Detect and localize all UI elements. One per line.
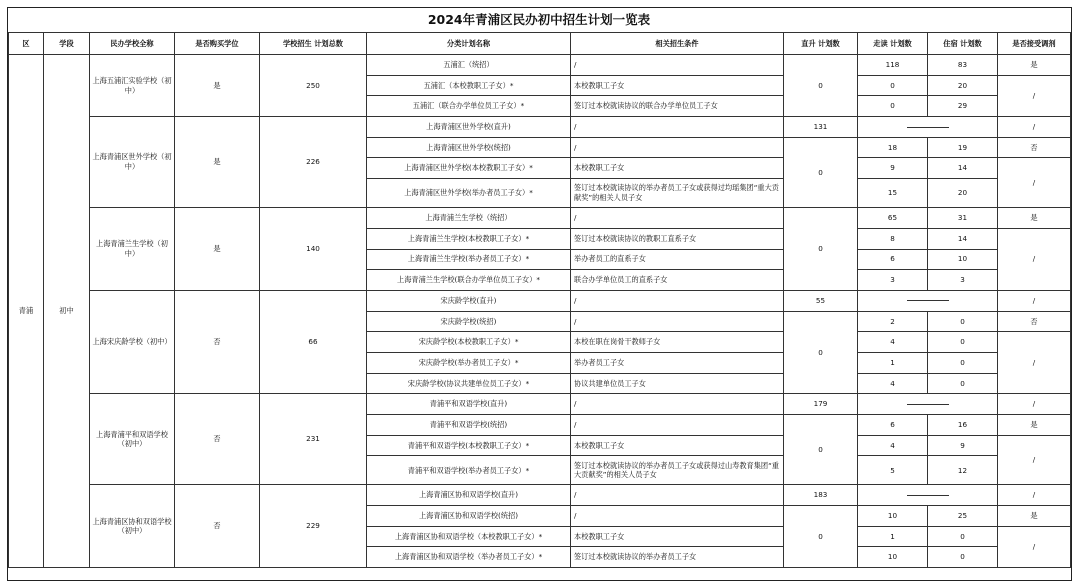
- condition-cell: 签订过本校就读协议的举办者员工子女或获得过均瑶集团“重大贡献奖”的相关人员子女: [571, 179, 784, 208]
- bought-cell: 是: [175, 117, 260, 208]
- header-cell: 是否接受调剂: [998, 33, 1071, 55]
- school-name-cell: 上海青浦区世外学校（初中）: [90, 117, 175, 208]
- header-cell: 民办学校全称: [90, 33, 175, 55]
- adjust-cell: /: [998, 526, 1071, 567]
- day-cell: 4: [858, 373, 928, 394]
- total-cell: 231: [260, 394, 367, 485]
- day-cell: 5: [858, 456, 928, 485]
- school-name-cell: 上海宋庆龄学校（初中）: [90, 290, 175, 393]
- board-cell: 12: [928, 456, 998, 485]
- condition-cell: /: [571, 485, 784, 506]
- direct-cell: 0: [784, 55, 858, 117]
- total-cell: 140: [260, 208, 367, 291]
- header-cell: 是否购买学位: [175, 33, 260, 55]
- day-cell: 2: [858, 311, 928, 332]
- plan-cell: 上海青浦区世外学校(直升): [367, 117, 571, 138]
- school-name-cell: 上海青浦区协和双语学校（初中）: [90, 485, 175, 568]
- direct-cell: 0: [784, 506, 858, 568]
- condition-cell: /: [571, 208, 784, 229]
- day-cell: 0: [858, 96, 928, 117]
- board-cell: 14: [928, 158, 998, 179]
- condition-cell: 举办者员工子女: [571, 352, 784, 373]
- board-cell: 20: [928, 75, 998, 96]
- board-cell: 31: [928, 208, 998, 229]
- condition-cell: /: [571, 55, 784, 76]
- dash-line: [907, 404, 949, 405]
- adjust-cell: 是: [998, 506, 1071, 527]
- header-cell: 分类计划名称: [367, 33, 571, 55]
- header-cell: 住宿 计划数: [928, 33, 998, 55]
- total-cell: 226: [260, 117, 367, 208]
- day-cell: 3: [858, 270, 928, 291]
- direct-cell: 0: [784, 208, 858, 291]
- direct-cell: 0: [784, 415, 858, 485]
- table-row: [9, 117, 1071, 138]
- plan-cell: 上海青浦区协和双语学校(直升): [367, 485, 571, 506]
- dash-cell: [858, 290, 998, 311]
- adjust-cell: /: [998, 485, 1071, 506]
- board-cell: 3: [928, 270, 998, 291]
- day-cell: 18: [858, 137, 928, 158]
- document-frame: [7, 7, 1072, 581]
- plan-cell: 上海青浦区协和双语学校(统招): [367, 506, 571, 527]
- day-cell: 10: [858, 506, 928, 527]
- stage-cell: 初中: [44, 55, 90, 568]
- table-row: [9, 55, 1071, 76]
- plan-cell: 宋庆龄学校(协议共建单位员工子女）*: [367, 373, 571, 394]
- adjust-cell: 否: [998, 311, 1071, 332]
- adjust-cell: 是: [998, 55, 1071, 76]
- page-title: 2024年青浦区民办初中招生计划一览表: [8, 8, 1070, 33]
- board-cell: 25: [928, 506, 998, 527]
- board-cell: 20: [928, 179, 998, 208]
- bought-cell: 是: [175, 208, 260, 291]
- dash-line: [907, 495, 949, 496]
- direct-cell: 0: [784, 137, 858, 207]
- header-row: [9, 33, 1071, 55]
- direct-cell: 0: [784, 311, 858, 394]
- header-cell: 区: [9, 33, 44, 55]
- header-cell: 走读 计划数: [858, 33, 928, 55]
- board-cell: 29: [928, 96, 998, 117]
- total-cell: 250: [260, 55, 367, 117]
- adjust-cell: /: [998, 117, 1071, 138]
- day-cell: 1: [858, 352, 928, 373]
- direct-cell: 131: [784, 117, 858, 138]
- day-cell: 6: [858, 249, 928, 270]
- board-cell: 19: [928, 137, 998, 158]
- condition-cell: 签订过本校就读协议的联合办学单位员工子女: [571, 96, 784, 117]
- condition-cell: 签订过本校就读协议的举办者员工子女: [571, 547, 784, 568]
- condition-cell: /: [571, 137, 784, 158]
- day-cell: 4: [858, 332, 928, 353]
- direct-cell: 183: [784, 485, 858, 506]
- plan-cell: 五浦汇（联合办学单位员工子女）*: [367, 96, 571, 117]
- adjust-cell: 是: [998, 415, 1071, 436]
- day-cell: 4: [858, 435, 928, 456]
- condition-cell: 本校教职工子女: [571, 526, 784, 547]
- plan-cell: 上海青浦区世外学校(统招): [367, 137, 571, 158]
- day-cell: 9: [858, 158, 928, 179]
- board-cell: 0: [928, 547, 998, 568]
- plan-cell: 上海青浦区世外学校(本校教职工子女）*: [367, 158, 571, 179]
- condition-cell: 本校教职工子女: [571, 435, 784, 456]
- condition-cell: 协议共建单位员工子女: [571, 373, 784, 394]
- day-cell: 15: [858, 179, 928, 208]
- district-cell: 青浦: [9, 55, 44, 568]
- plan-cell: 上海青浦兰生学校(联合办学单位员工子女）*: [367, 270, 571, 291]
- board-cell: 9: [928, 435, 998, 456]
- dash-cell: [858, 485, 998, 506]
- plan-cell: 宋庆龄学校(举办者员工子女）*: [367, 352, 571, 373]
- day-cell: 1: [858, 526, 928, 547]
- board-cell: 0: [928, 526, 998, 547]
- dash-line: [907, 127, 949, 128]
- condition-cell: /: [571, 415, 784, 436]
- school-name-cell: 上海青浦平和双语学校（初中）: [90, 394, 175, 485]
- plan-cell: 上海青浦区协和双语学校（本校教职工子女）*: [367, 526, 571, 547]
- condition-cell: /: [571, 311, 784, 332]
- adjust-cell: /: [998, 435, 1071, 485]
- board-cell: 0: [928, 352, 998, 373]
- day-cell: 118: [858, 55, 928, 76]
- day-cell: 6: [858, 415, 928, 436]
- board-cell: 0: [928, 332, 998, 353]
- board-cell: 14: [928, 228, 998, 249]
- bought-cell: 否: [175, 485, 260, 568]
- condition-cell: /: [571, 290, 784, 311]
- table-row: [9, 394, 1071, 415]
- direct-cell: 179: [784, 394, 858, 415]
- bought-cell: 是: [175, 55, 260, 117]
- day-cell: 10: [858, 547, 928, 568]
- day-cell: 8: [858, 228, 928, 249]
- board-cell: 16: [928, 415, 998, 436]
- plan-cell: 青浦平和双语学校(本校教职工子女）*: [367, 435, 571, 456]
- dash-cell: [858, 394, 998, 415]
- adjust-cell: /: [998, 158, 1071, 208]
- adjust-cell: 是: [998, 208, 1071, 229]
- header-cell: 直升 计划数: [784, 33, 858, 55]
- condition-cell: 本校教职工子女: [571, 158, 784, 179]
- direct-cell: 55: [784, 290, 858, 311]
- plan-cell: 上海青浦兰生学校(本校教职工子女）*: [367, 228, 571, 249]
- dash-cell: [858, 117, 998, 138]
- table-row: [9, 485, 1071, 506]
- condition-cell: /: [571, 394, 784, 415]
- board-cell: 10: [928, 249, 998, 270]
- bought-cell: 否: [175, 394, 260, 485]
- condition-cell: 本校教职工子女: [571, 75, 784, 96]
- plan-cell: 上海青浦兰生学校(举办者员工子女）*: [367, 249, 571, 270]
- plan-cell: 上海青浦兰生学校（统招）: [367, 208, 571, 229]
- enrollment-table: [8, 32, 1071, 568]
- plan-cell: 宋庆龄学校(统招): [367, 311, 571, 332]
- condition-cell: /: [571, 117, 784, 138]
- adjust-cell: /: [998, 394, 1071, 415]
- header-cell: 学段: [44, 33, 90, 55]
- board-cell: 83: [928, 55, 998, 76]
- adjust-cell: /: [998, 332, 1071, 394]
- condition-cell: 联合办学单位员工的直系子女: [571, 270, 784, 291]
- board-cell: 0: [928, 373, 998, 394]
- plan-cell: 青浦平和双语学校(举办者员工子女）*: [367, 456, 571, 485]
- plan-cell: 青浦平和双语学校(统招): [367, 415, 571, 436]
- condition-cell: /: [571, 506, 784, 527]
- day-cell: 65: [858, 208, 928, 229]
- condition-cell: 本校在职在岗骨干教师子女: [571, 332, 784, 353]
- school-name-cell: 上海青浦兰生学校（初中）: [90, 208, 175, 291]
- plan-cell: 上海青浦区世外学校(举办者员工子女）*: [367, 179, 571, 208]
- plan-cell: 宋庆龄学校(本校教职工子女）*: [367, 332, 571, 353]
- board-cell: 0: [928, 311, 998, 332]
- condition-cell: 签订过本校就读协议的教职工直系子女: [571, 228, 784, 249]
- school-name-cell: 上海五浦汇实验学校（初中）: [90, 55, 175, 117]
- adjust-cell: /: [998, 290, 1071, 311]
- plan-cell: 五浦汇（统招）: [367, 55, 571, 76]
- total-cell: 66: [260, 290, 367, 393]
- condition-cell: 签订过本校就读协议的举办者员工子女或获得过山寿教育集团“重大贡献奖”的相关人员子女: [571, 456, 784, 485]
- adjust-cell: 否: [998, 137, 1071, 158]
- adjust-cell: /: [998, 75, 1071, 116]
- plan-cell: 青浦平和双语学校(直升): [367, 394, 571, 415]
- plan-cell: 上海青浦区协和双语学校（举办者员工子女）*: [367, 547, 571, 568]
- adjust-cell: /: [998, 228, 1071, 290]
- total-cell: 229: [260, 485, 367, 568]
- dash-line: [907, 300, 949, 301]
- day-cell: 0: [858, 75, 928, 96]
- header-cell: 相关招生条件: [571, 33, 784, 55]
- table-row: [9, 208, 1071, 229]
- plan-cell: 宋庆龄学校(直升): [367, 290, 571, 311]
- table-row: [9, 290, 1071, 311]
- plan-cell: 五浦汇（本校教职工子女）*: [367, 75, 571, 96]
- condition-cell: 举办者员工的直系子女: [571, 249, 784, 270]
- header-cell: 学校招生 计划总数: [260, 33, 367, 55]
- bought-cell: 否: [175, 290, 260, 393]
